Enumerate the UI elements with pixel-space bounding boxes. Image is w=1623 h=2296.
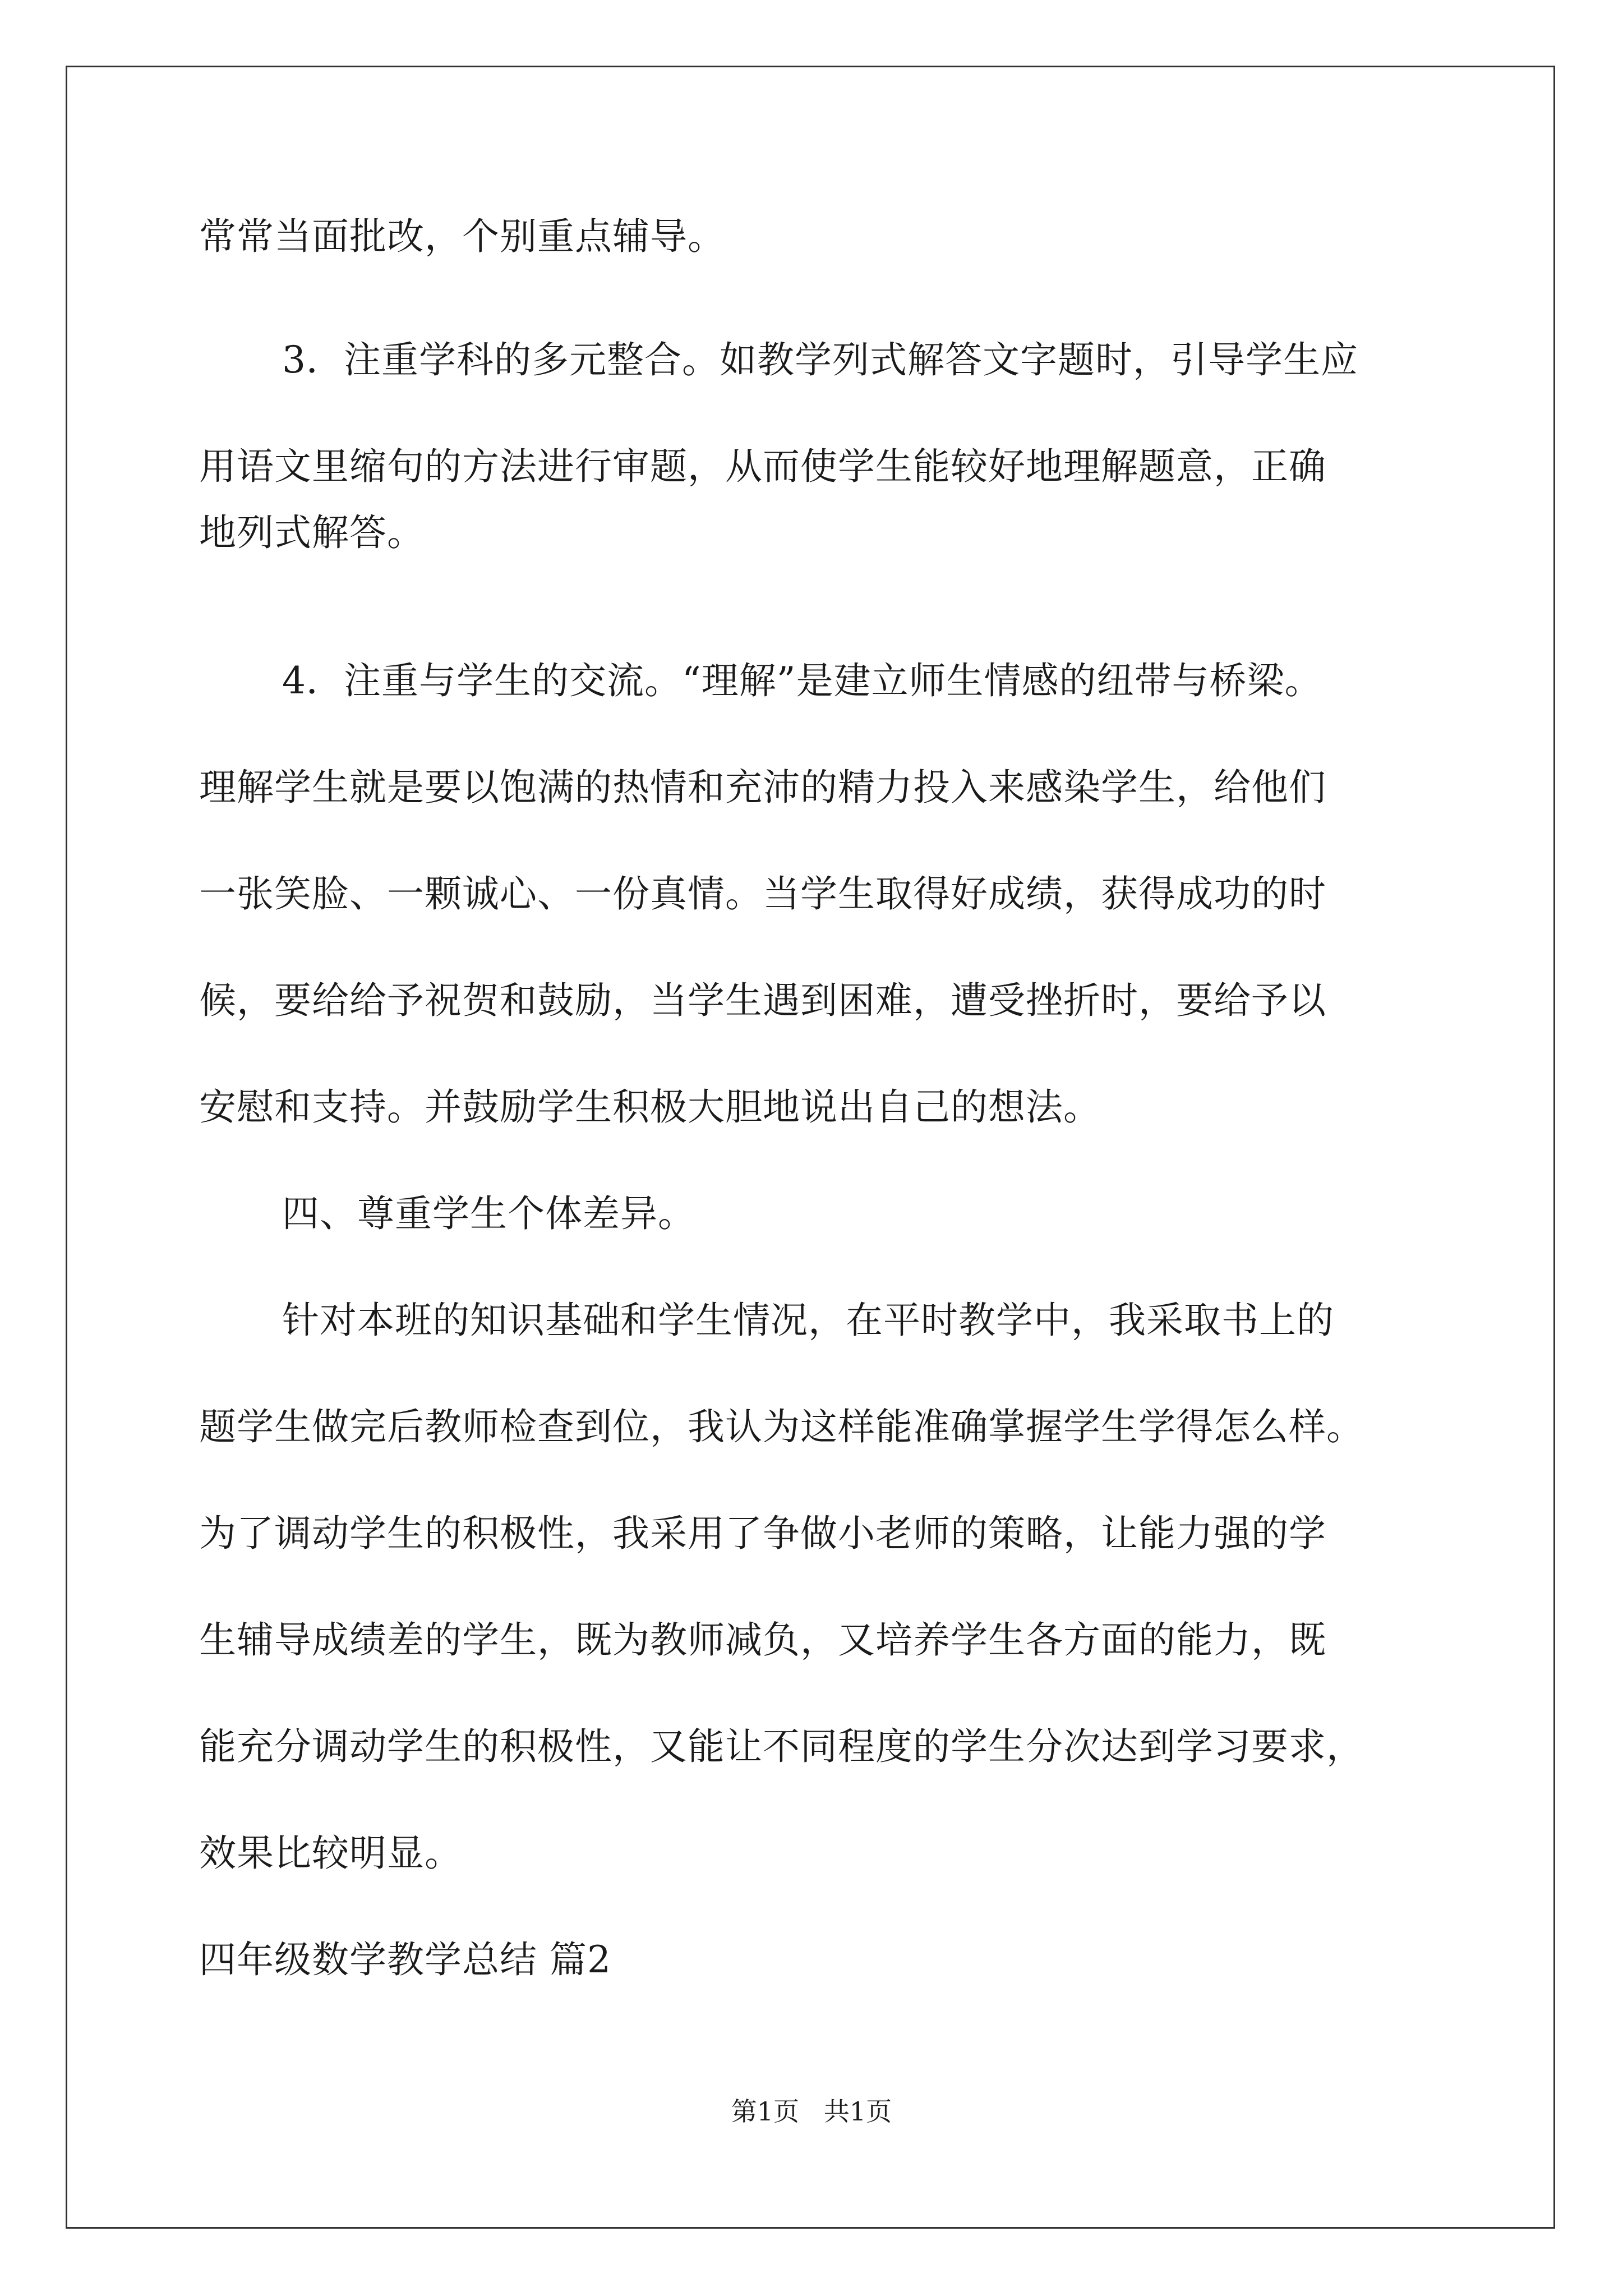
body-line: 为了调动学生的积极性，我采用了争做小老师的策略，让能力强的学 xyxy=(199,1512,1326,1555)
body-line: 能充分调动学生的积极性，又能让不同程度的学生分次达到学习要求， xyxy=(199,1725,1364,1768)
body-line: 用语文里缩句的方法进行审题，从而使学生能较好地理解题意，正确 xyxy=(199,445,1326,488)
body-line: 理解学生就是要以饱满的热情和充沛的精力投入来感染学生，给他们 xyxy=(199,766,1326,809)
section-heading: 四、尊重学生个体差异。 xyxy=(282,1192,695,1235)
body-line: 候，要给给予祝贺和鼓励，当学生遇到困难，遭受挫折时，要给予以 xyxy=(199,979,1326,1022)
page-border xyxy=(66,66,1555,2229)
body-line: 生辅导成绩差的学生，既为教师减负，又培养学生各方面的能力，既 xyxy=(199,1618,1326,1662)
body-line: 一张笑脸、一颗诚心、一份真情。当学生取得好成绩，获得成功的时 xyxy=(199,872,1326,915)
body-line: 3．注重学科的多元整合。如教学列式解答文字题时，引导学生应 xyxy=(282,338,1358,381)
body-line: 针对本班的知识基础和学生情况，在平时教学中，我采取书上的 xyxy=(282,1299,1334,1342)
page-footer: 第1页 共1页 xyxy=(731,2096,892,2127)
article-title: 四年级数学教学总结 篇2 xyxy=(199,1938,611,1981)
body-line: 4．注重与学生的交流。“理解”是建立师生情感的纽带与桥梁。 xyxy=(282,659,1322,702)
body-line: 地列式解答。 xyxy=(199,511,425,554)
body-line: 题学生做完后教师检查到位，我认为这样能准确掌握学生学得怎么样。 xyxy=(199,1405,1364,1448)
body-line: 安慰和支持。并鼓励学生积极大胆地说出自己的想法。 xyxy=(199,1085,1101,1129)
body-line: 效果比较明显。 xyxy=(199,1832,462,1875)
body-line: 常常当面批改，个别重点辅导。 xyxy=(199,215,725,258)
